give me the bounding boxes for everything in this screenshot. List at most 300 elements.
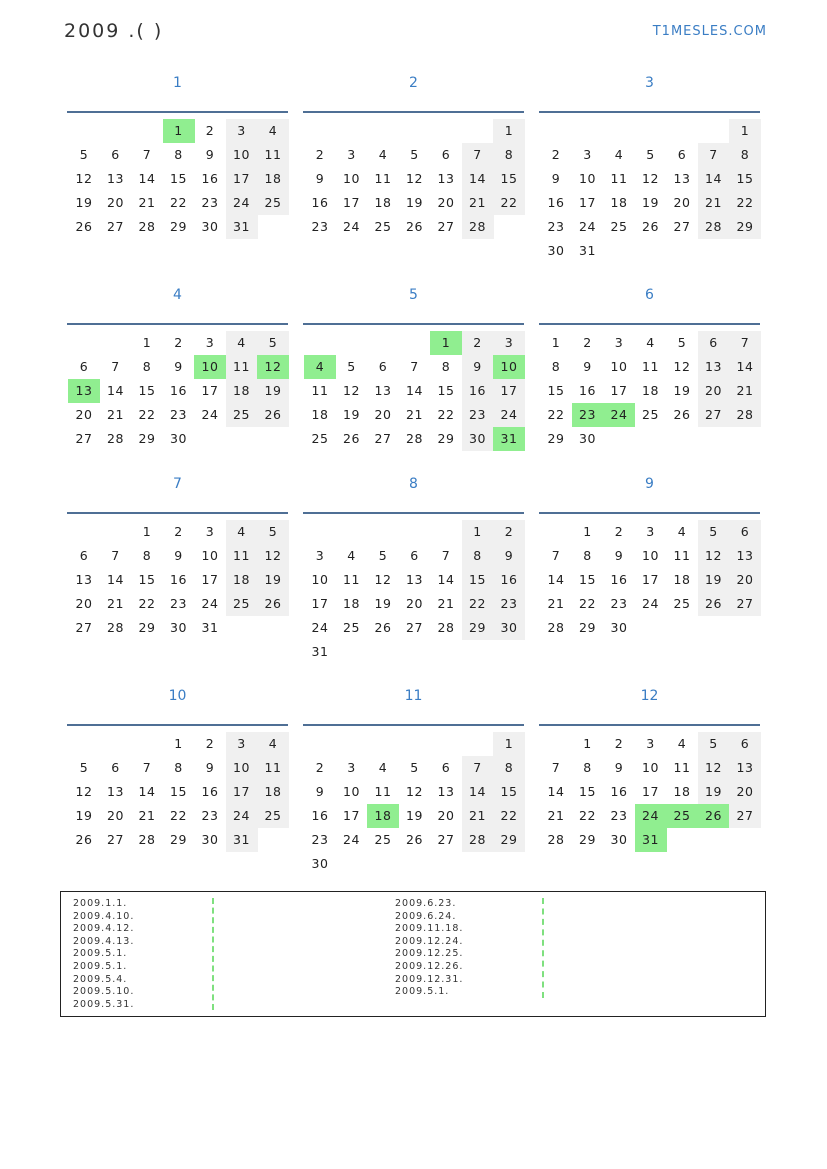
day-cell: 25: [257, 804, 289, 828]
month-rule: [539, 323, 760, 325]
day-cell: 23: [493, 592, 525, 616]
holiday-date: 2009.11.18.: [395, 923, 464, 935]
day-cell: 14: [547, 572, 565, 587]
day-cell: 7: [111, 548, 120, 563]
day-cell: 6: [729, 732, 761, 756]
day-cell: 4: [347, 548, 356, 563]
day-cell: 13: [729, 544, 761, 568]
day-cell: 10: [642, 548, 659, 563]
day-cell: 6: [441, 760, 451, 775]
day-cell: 4: [614, 147, 624, 162]
day-cell: 2: [462, 331, 494, 355]
day-cell: 19: [698, 780, 730, 804]
day-cell: 21: [138, 195, 156, 210]
day-cell: 29: [579, 832, 596, 847]
month-rule: [539, 724, 760, 726]
day-cell: 12: [75, 171, 93, 186]
day-cell-holiday: 23: [572, 403, 604, 427]
day-cell: 4: [257, 119, 289, 143]
day-cell: 20: [406, 596, 423, 611]
day-cell: 19: [257, 379, 289, 403]
day-cell: 19: [698, 568, 730, 592]
day-cell: 26: [257, 403, 289, 427]
day-cell: 11: [226, 355, 258, 379]
day-cell: 14: [107, 383, 124, 398]
day-cell: 11: [673, 548, 691, 563]
day-cell: 6: [111, 147, 120, 162]
day-cell: 24: [226, 804, 258, 828]
day-cell: 16: [311, 195, 329, 210]
day-cell: 16: [170, 572, 187, 587]
holiday-date: 2009.4.10.: [73, 910, 135, 922]
day-cell: 16: [610, 784, 628, 799]
day-cell-holiday: 13: [68, 379, 100, 403]
day-cell: 10: [201, 548, 219, 563]
day-cell: 25: [610, 219, 628, 234]
day-cell: 17: [642, 784, 659, 799]
day-cell-holiday: 31: [493, 427, 525, 451]
day-cell: 14: [462, 167, 494, 191]
day-cell: 3: [614, 335, 624, 350]
day-cell: 30: [610, 620, 628, 635]
day-cell: 20: [729, 780, 761, 804]
day-cell: 9: [614, 548, 624, 563]
day-cell: 21: [547, 808, 565, 823]
day-cell: 18: [311, 407, 329, 422]
holiday-date: 2009.1.1.: [73, 898, 128, 909]
day-cell: 5: [378, 548, 388, 563]
day-cell: 17: [311, 596, 329, 611]
day-cell: 31: [579, 243, 596, 258]
day-cell: 16: [579, 383, 596, 398]
day-cell: 15: [579, 572, 596, 587]
day-cell: 27: [729, 804, 761, 828]
day-cell: 13: [673, 171, 691, 186]
day-cell: 30: [493, 616, 525, 640]
day-cell: 10: [642, 760, 659, 775]
day-cell: 5: [79, 147, 89, 162]
day-cell: 20: [437, 808, 455, 823]
day-cell: 30: [201, 219, 219, 234]
day-cell: 6: [410, 548, 419, 563]
day-cell: 6: [79, 548, 89, 563]
day-cell: 29: [437, 431, 455, 446]
month-name: 5: [409, 287, 418, 303]
brand-logo-text[interactable]: T1MESLES.COM: [652, 24, 767, 39]
day-cell: 17: [579, 195, 596, 210]
holiday-list-right: [395, 898, 463, 999]
day-cell: 23: [547, 219, 565, 234]
day-cell: 8: [551, 359, 561, 374]
month-rule: [303, 111, 524, 113]
day-cell: 23: [170, 596, 187, 611]
day-cell: 18: [673, 572, 691, 587]
day-cell: 19: [343, 407, 360, 422]
day-cell: 10: [226, 143, 258, 167]
day-cell: 20: [673, 195, 691, 210]
day-cell: 20: [374, 407, 392, 422]
day-cell: 8: [174, 147, 183, 162]
day-cell: 26: [374, 620, 392, 635]
month-rule: [67, 323, 288, 325]
day-cell: 28: [138, 219, 156, 234]
month-rule: [539, 111, 760, 113]
day-cell: 8: [142, 548, 152, 563]
day-cell: 1: [493, 119, 525, 143]
day-cell: 21: [698, 191, 730, 215]
day-cell: 8: [493, 756, 525, 780]
day-cell: 14: [547, 784, 565, 799]
day-cell: 1: [583, 736, 592, 751]
day-cell: 28: [698, 215, 730, 239]
day-cell-holiday: 25: [666, 804, 698, 828]
day-cell: 9: [174, 359, 183, 374]
day-cell: 1: [142, 524, 152, 539]
day-cell: 9: [205, 760, 215, 775]
day-cell: 29: [138, 431, 156, 446]
day-cell: 15: [138, 383, 156, 398]
day-cell: 20: [729, 568, 761, 592]
day-cell: 17: [343, 808, 360, 823]
day-cell: 8: [174, 760, 183, 775]
day-cell: 13: [107, 171, 124, 186]
day-cell: 5: [257, 520, 289, 544]
day-cell: 22: [729, 191, 761, 215]
day-cell: 28: [729, 403, 761, 427]
day-cell: 29: [493, 828, 525, 852]
day-cell: 2: [614, 524, 624, 539]
day-cell: 9: [315, 171, 325, 186]
day-cell: 9: [315, 784, 325, 799]
day-cell: 22: [138, 407, 156, 422]
holiday-list-left: [73, 898, 134, 1011]
day-cell: 26: [257, 592, 289, 616]
day-cell: 13: [437, 784, 455, 799]
day-cell: 27: [437, 832, 455, 847]
day-cell: 20: [437, 195, 455, 210]
day-cell: 2: [315, 147, 325, 162]
day-cell: 10: [579, 171, 596, 186]
day-cell: 3: [205, 524, 215, 539]
day-cell: 11: [374, 171, 392, 186]
day-cell: 19: [374, 596, 392, 611]
day-cell: 12: [673, 359, 691, 374]
day-cell: 25: [374, 832, 392, 847]
day-cell: 7: [441, 548, 451, 563]
day-cell: 21: [107, 407, 124, 422]
day-cell: 23: [311, 219, 329, 234]
day-cell: 25: [311, 431, 329, 446]
day-cell: 30: [201, 832, 219, 847]
day-cell: 27: [75, 431, 93, 446]
day-cell: 22: [170, 808, 187, 823]
day-cell: 14: [406, 383, 423, 398]
day-cell: 13: [698, 355, 730, 379]
day-cell: 28: [138, 832, 156, 847]
day-cell: 14: [107, 572, 124, 587]
day-cell: 2: [315, 760, 325, 775]
day-cell: 16: [547, 195, 565, 210]
day-cell: 3: [226, 119, 258, 143]
day-cell: 6: [677, 147, 687, 162]
day-cell-holiday: 26: [698, 804, 730, 828]
day-cell: 16: [170, 383, 187, 398]
day-cell: 22: [138, 596, 156, 611]
day-cell: 17: [226, 780, 258, 804]
day-cell: 2: [583, 335, 592, 350]
day-cell: 28: [107, 620, 124, 635]
day-cell: 25: [374, 219, 392, 234]
day-cell: 2: [614, 736, 624, 751]
day-cell: 23: [311, 832, 329, 847]
day-cell: 5: [410, 147, 419, 162]
day-cell: 11: [374, 784, 392, 799]
day-cell: 10: [311, 572, 329, 587]
day-cell: 1: [583, 524, 592, 539]
day-cell: 21: [437, 596, 455, 611]
month-rule: [67, 724, 288, 726]
holiday-date: 2009.6.24.: [395, 910, 457, 922]
day-cell: 5: [347, 359, 356, 374]
day-cell: 24: [226, 191, 258, 215]
day-cell: 19: [257, 568, 289, 592]
day-cell-holiday: 18: [367, 804, 399, 828]
day-cell: 25: [642, 407, 659, 422]
day-cell: 16: [610, 572, 628, 587]
day-cell: 12: [343, 383, 360, 398]
holiday-date: 2009.12.24.: [395, 935, 464, 947]
day-cell: 12: [642, 171, 659, 186]
day-cell: 29: [729, 215, 761, 239]
day-cell: 15: [170, 784, 187, 799]
day-cell: 15: [170, 171, 187, 186]
day-cell: 2: [205, 123, 215, 138]
day-cell: 16: [493, 568, 525, 592]
day-cell: 15: [547, 383, 565, 398]
day-cell: 11: [673, 760, 691, 775]
day-cell: 24: [343, 219, 360, 234]
day-cell: 17: [642, 572, 659, 587]
day-cell: 27: [437, 219, 455, 234]
day-cell: 1: [174, 736, 183, 751]
day-cell: 26: [343, 431, 360, 446]
day-cell: 29: [170, 219, 187, 234]
day-cell: 23: [610, 596, 628, 611]
day-cell: 29: [547, 431, 565, 446]
day-cell: 7: [729, 331, 761, 355]
day-cell: 3: [226, 732, 258, 756]
day-cell: 23: [462, 403, 494, 427]
day-cell: 19: [406, 808, 423, 823]
month-name: 10: [168, 688, 187, 704]
day-cell: 11: [311, 383, 329, 398]
day-cell: 8: [441, 359, 451, 374]
day-cell: 5: [79, 760, 89, 775]
day-cell: 18: [226, 568, 258, 592]
day-cell-holiday: 1: [430, 331, 462, 355]
day-cell: 17: [343, 195, 360, 210]
day-cell: 9: [614, 760, 624, 775]
day-cell: 27: [698, 403, 730, 427]
day-cell: 24: [642, 596, 659, 611]
day-cell: 20: [75, 407, 93, 422]
day-cell: 2: [493, 520, 525, 544]
day-cell: 5: [698, 520, 730, 544]
day-cell: 27: [729, 592, 761, 616]
day-cell: 1: [142, 335, 152, 350]
day-cell: 7: [142, 760, 152, 775]
day-cell: 2: [551, 147, 561, 162]
day-cell: 21: [547, 596, 565, 611]
day-cell: 9: [174, 548, 183, 563]
day-cell: 26: [406, 832, 423, 847]
day-cell: 30: [170, 620, 187, 635]
day-cell: 18: [374, 195, 392, 210]
day-cell: 28: [437, 620, 455, 635]
day-cell: 5: [677, 335, 687, 350]
day-cell: 3: [347, 147, 356, 162]
day-cell: 5: [257, 331, 289, 355]
day-cell-holiday: 10: [194, 355, 226, 379]
day-cell: 27: [406, 620, 423, 635]
day-cell: 15: [729, 167, 761, 191]
day-cell: 28: [462, 828, 494, 852]
day-cell: 22: [579, 808, 596, 823]
day-cell: 14: [698, 167, 730, 191]
month-name: 9: [645, 476, 654, 492]
month-name: 4: [173, 287, 182, 303]
day-cell: 19: [406, 195, 423, 210]
day-cell: 20: [107, 808, 124, 823]
holiday-marker-left: [212, 898, 214, 1010]
day-cell: 7: [142, 147, 152, 162]
day-cell: 20: [698, 379, 730, 403]
day-cell: 12: [406, 784, 423, 799]
holiday-marker-right: [542, 898, 544, 998]
day-cell: 8: [462, 544, 494, 568]
day-cell: 29: [170, 832, 187, 847]
day-cell: 8: [583, 548, 592, 563]
day-cell: 9: [583, 359, 592, 374]
day-cell: 4: [677, 736, 687, 751]
day-cell: 30: [462, 427, 494, 451]
day-cell-holiday: 12: [257, 355, 289, 379]
day-cell: 10: [610, 359, 628, 374]
month-name: 6: [645, 287, 654, 303]
month-rule: [303, 724, 524, 726]
month-name: 3: [645, 75, 654, 91]
day-cell: 29: [138, 620, 156, 635]
day-cell: 21: [406, 407, 423, 422]
day-cell: 10: [226, 756, 258, 780]
day-cell: 18: [343, 596, 360, 611]
holiday-date: 2009.5.10.: [73, 986, 135, 998]
day-cell: 12: [698, 544, 730, 568]
day-cell: 28: [547, 832, 565, 847]
day-cell: 11: [226, 544, 258, 568]
day-cell: 11: [610, 171, 628, 186]
day-cell: 27: [673, 219, 691, 234]
day-cell: 14: [138, 784, 156, 799]
month-name: 2: [409, 75, 418, 91]
day-cell: 27: [107, 219, 124, 234]
day-cell: 17: [610, 383, 628, 398]
month-name: 8: [409, 476, 418, 492]
month-name: 7: [173, 476, 182, 492]
day-cell: 6: [378, 359, 388, 374]
day-cell: 21: [462, 804, 494, 828]
holiday-date: 2009.4.13.: [73, 935, 135, 947]
month-name: 12: [640, 688, 659, 704]
day-cell: 7: [462, 756, 494, 780]
day-cell: 15: [493, 167, 525, 191]
day-cell: 6: [698, 331, 730, 355]
day-cell: 18: [226, 379, 258, 403]
day-cell: 31: [226, 215, 258, 239]
day-cell: 26: [75, 219, 93, 234]
day-cell: 9: [551, 171, 561, 186]
day-cell: 2: [174, 524, 183, 539]
day-cell: 7: [551, 760, 561, 775]
day-cell: 30: [610, 832, 628, 847]
day-cell: 10: [343, 784, 360, 799]
day-cell: 8: [583, 760, 592, 775]
day-cell: 3: [315, 548, 325, 563]
day-cell: 4: [226, 520, 258, 544]
day-cell: 3: [646, 524, 655, 539]
day-cell: 5: [646, 147, 655, 162]
day-cell: 18: [257, 780, 289, 804]
day-cell: 21: [462, 191, 494, 215]
day-cell: 16: [201, 171, 219, 186]
day-cell: 2: [174, 335, 183, 350]
day-cell: 24: [493, 403, 525, 427]
day-cell: 7: [462, 143, 494, 167]
day-cell: 4: [646, 335, 655, 350]
day-cell: 15: [437, 383, 455, 398]
day-cell: 23: [201, 808, 219, 823]
day-cell: 13: [437, 171, 455, 186]
day-cell: 21: [138, 808, 156, 823]
day-cell: 30: [170, 431, 187, 446]
day-cell: 19: [673, 383, 691, 398]
day-cell: 7: [111, 359, 120, 374]
day-cell: 4: [378, 760, 388, 775]
day-cell: 28: [462, 215, 494, 239]
day-cell: 31: [226, 828, 258, 852]
day-cell: 17: [201, 572, 219, 587]
holiday-date: 2009.5.1.: [73, 948, 128, 960]
day-cell: 27: [75, 620, 93, 635]
day-cell: 25: [226, 592, 258, 616]
day-cell: 28: [107, 431, 124, 446]
day-cell: 24: [201, 407, 219, 422]
day-cell: 11: [257, 756, 289, 780]
day-cell: 25: [343, 620, 360, 635]
day-cell: 27: [374, 431, 392, 446]
day-cell: 24: [311, 620, 329, 635]
day-cell: 22: [170, 195, 187, 210]
day-cell-holiday: 31: [635, 828, 667, 852]
day-cell: 29: [462, 616, 494, 640]
day-cell: 25: [257, 191, 289, 215]
day-cell: 2: [205, 736, 215, 751]
day-cell: 27: [107, 832, 124, 847]
day-cell: 26: [75, 832, 93, 847]
day-cell-holiday: 4: [304, 355, 336, 379]
day-cell: 4: [226, 331, 258, 355]
day-cell: 11: [642, 359, 659, 374]
